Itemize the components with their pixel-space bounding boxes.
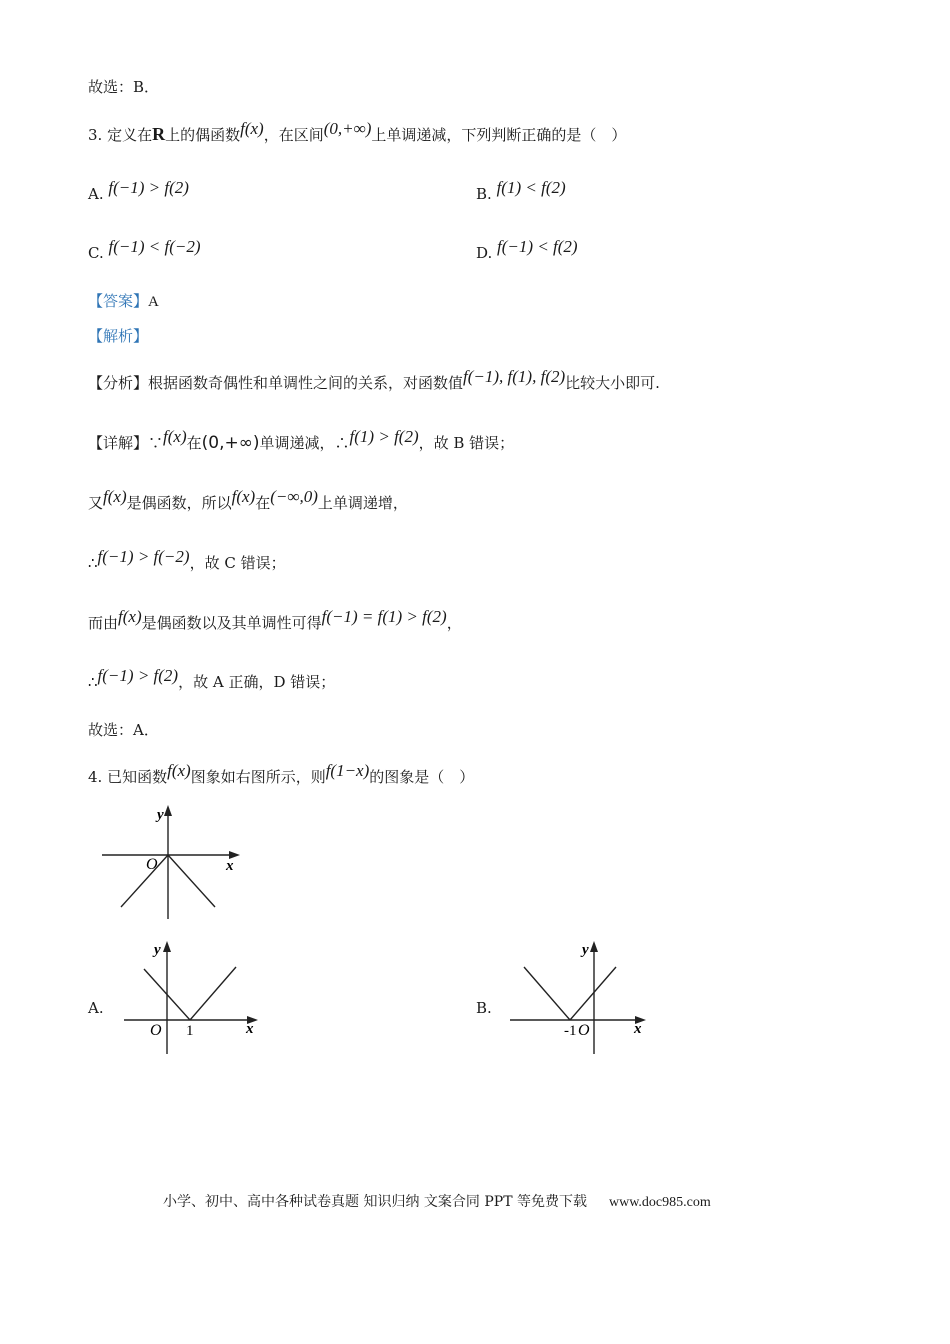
b-tick-label: -1: [564, 1023, 577, 1039]
q3-stem: [88, 119, 627, 145]
q3-option-b-expr: f(1) < f(2): [496, 178, 566, 197]
fenxi-line: [88, 367, 660, 393]
d3-text: ，故 C 错误；: [189, 554, 286, 572]
d3-expr: f(−1) > f(−2): [97, 547, 190, 566]
footer-text: 小学、初中、高中各种试卷真题 知识归纳 文案合同 PPT 等免费下载: [163, 1194, 587, 1210]
q3-stem-suffix: 上单调递减，下列判断正确的是（ ）: [371, 126, 627, 144]
b-y-label: y: [582, 942, 589, 958]
a-tick-label: 1: [186, 1023, 194, 1039]
d4-text3: ，: [446, 614, 462, 632]
xiangjie-line-2: [88, 487, 408, 513]
q3-option-d-label: D.: [476, 244, 493, 262]
q4-expr2: f(1−x): [325, 761, 370, 780]
main-origin-label: O: [146, 856, 158, 873]
b-x-label: x: [634, 1021, 642, 1037]
q3-option-a-expr: f(−1) > f(2): [108, 178, 189, 197]
d5-expr: f(−1) > f(2): [97, 666, 179, 685]
xiangjie-line-5: [88, 666, 336, 692]
d1-text2: 单调递减，∴: [259, 434, 350, 452]
q3-stem-prefix: 3. 定义在: [88, 126, 153, 144]
d2-text4: 上单调递增，: [317, 494, 408, 512]
xiangjie-line-3: [88, 547, 286, 573]
fenxi-text1: 根据函数奇偶性和单调性之间的关系，对函数值: [148, 374, 464, 392]
fenxi-tag: 【分析】: [88, 374, 149, 392]
b-graph-left-branch: [524, 967, 570, 1020]
d1-text3: ，故 B 错误；: [418, 434, 515, 452]
q3-option-d-expr: f(−1) < f(2): [497, 237, 578, 256]
a-origin-label: O: [150, 1022, 162, 1039]
d2-text3: 在: [255, 494, 271, 512]
q4-expr1: f(x): [167, 761, 191, 780]
d1-text1: 在: [186, 434, 202, 452]
main-graph-left-branch: [121, 855, 168, 907]
q3-answer: [88, 291, 159, 312]
therefore-symbol-2: ∴: [88, 673, 98, 691]
answer-value: A: [148, 294, 159, 310]
q4-stem-prefix: 4. 已知函数: [88, 768, 168, 786]
d4-text1: 而由: [88, 614, 119, 632]
b-y-arrow: [590, 941, 598, 952]
q4-stem-suffix: 的图象是（ ）: [369, 768, 475, 786]
q4-option-b-graph: [506, 939, 656, 1059]
d1-expr1: f(x): [163, 427, 187, 446]
d1-expr2: f(1) > f(2): [349, 427, 419, 446]
d4-expr1: f(x): [118, 607, 142, 626]
xiangjie-tag: 【详解】: [88, 434, 149, 452]
q4-main-graph: [96, 803, 246, 925]
a-y-label: y: [154, 942, 161, 958]
answer-tag: 【答案】: [88, 292, 149, 310]
page-footer: [163, 1191, 711, 1211]
q3-option-a: [88, 178, 189, 204]
xiangjie-line-4: [88, 607, 462, 633]
d2-expr1: f(x): [103, 487, 127, 506]
q3-option-c-expr: f(−1) < f(−2): [108, 237, 201, 256]
b-graph-right-branch: [570, 967, 616, 1020]
d4-text2: 是偶函数以及其单调性可得: [141, 614, 322, 632]
main-y-arrow: [164, 805, 172, 816]
prev-answer: 故选：B．: [88, 78, 160, 96]
main-y-label: y: [157, 807, 164, 823]
q3-fx: f(x): [240, 119, 264, 138]
a-graph-right-branch: [190, 967, 236, 1020]
d5-text: ，故 A 正确，D 错误；: [178, 673, 336, 691]
q3-option-a-label: A.: [88, 185, 104, 203]
xiangjie-line-1: [88, 427, 515, 453]
q3-conclusion: 故选：A．: [88, 721, 159, 739]
d1-interval: (0,+∞): [201, 433, 260, 453]
q3-option-b: [476, 178, 566, 204]
fenxi-expr: f(−1), f(1), f(2): [463, 367, 566, 386]
d2-text1: 又: [88, 494, 104, 512]
q3-stem-mid1: 上的偶函数: [165, 126, 241, 144]
b-origin-label: O: [578, 1022, 590, 1039]
q4-stem: [88, 761, 475, 787]
q3-option-d: [476, 237, 578, 263]
a-x-label: x: [246, 1021, 254, 1037]
q3-interval: (0,+∞): [323, 119, 372, 138]
therefore-symbol-1: ∴: [88, 554, 98, 572]
d2-interval: (−∞,0): [270, 487, 318, 506]
because-symbol: ∵: [148, 434, 164, 452]
q3-option-b-label: B.: [476, 185, 492, 203]
d4-expr2: f(−1) = f(1) > f(2): [321, 607, 447, 626]
q3-option-c: [88, 237, 201, 263]
fenxi-text2: 比较大小即可.: [565, 374, 660, 392]
main-graph-right-branch: [168, 855, 215, 907]
analysis-tag: 【解析】: [88, 327, 149, 345]
footer-url[interactable]: www.doc985.com: [608, 1195, 711, 1210]
main-x-label: x: [226, 858, 234, 874]
a-y-arrow: [163, 941, 171, 952]
d2-text2: 是偶函数，所以: [126, 494, 232, 512]
d2-expr2: f(x): [231, 487, 256, 506]
q4-option-a-label: A.: [88, 999, 104, 1017]
q4-option-a-graph: [118, 939, 268, 1059]
q3-option-c-label: C.: [88, 244, 104, 262]
q3-stem-mid2: ，在区间: [263, 126, 324, 144]
q4-stem-mid: 图象如右图所示，则: [190, 768, 326, 786]
q3-set-symbol: R: [152, 124, 166, 144]
q4-option-b-label: B.: [476, 999, 492, 1017]
